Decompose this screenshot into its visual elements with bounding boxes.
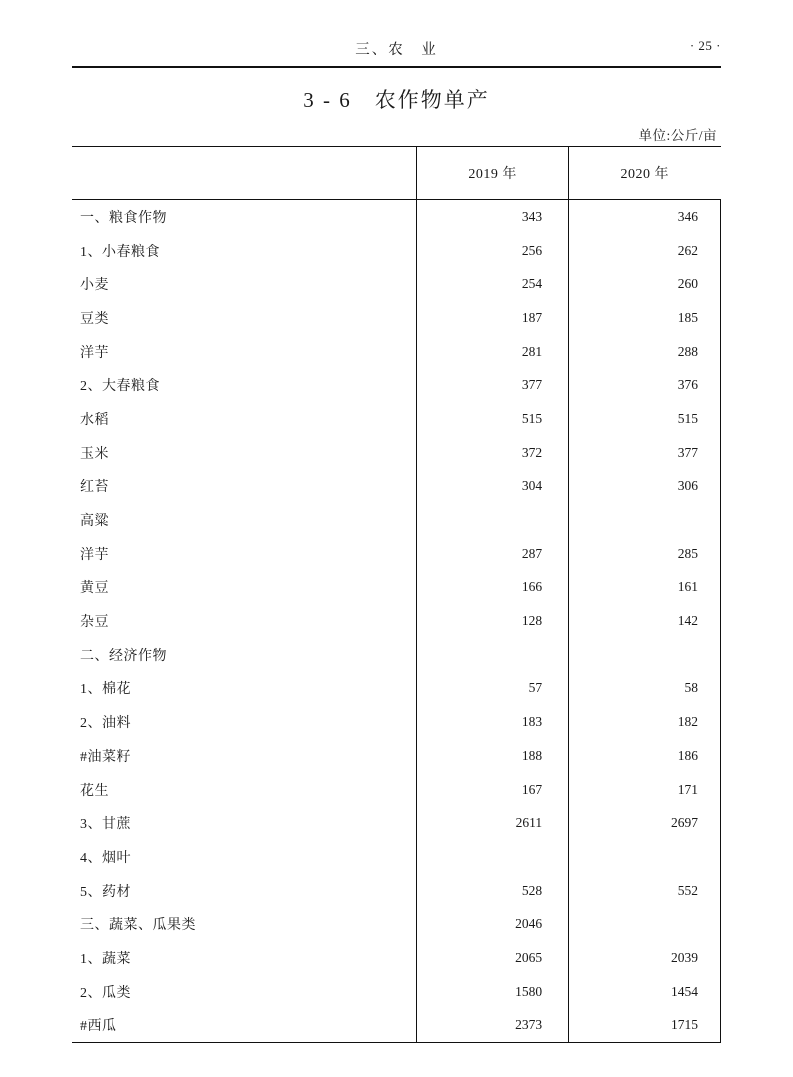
table-row	[72, 874, 721, 908]
cell-2019: 343	[417, 200, 569, 234]
running-head-chapter: 三、农 业	[355, 42, 438, 58]
cell-2019	[417, 840, 569, 874]
unit-note: 单位:公斤/亩	[638, 128, 717, 143]
cell-2020: 260	[569, 267, 721, 301]
row-label: 黄豆	[72, 571, 417, 605]
row-label: 3、甘蔗	[72, 806, 417, 840]
table-row	[72, 571, 721, 605]
table-row	[72, 267, 721, 301]
cell-2020	[569, 503, 721, 537]
table-row	[72, 840, 721, 874]
crop-yield-table	[72, 146, 721, 1043]
cell-2020: 262	[569, 234, 721, 268]
cell-2020: 142	[569, 604, 721, 638]
cell-2020: 185	[569, 301, 721, 335]
row-label: 高粱	[72, 503, 417, 537]
cell-2019: 187	[417, 301, 569, 335]
cell-2019: 256	[417, 234, 569, 268]
cell-2019: 287	[417, 537, 569, 571]
table-head	[72, 147, 721, 200]
page-number: · 25 ·	[689, 38, 721, 53]
cell-2020: 161	[569, 571, 721, 605]
row-label: 2、油料	[72, 705, 417, 739]
cell-2019: 188	[417, 739, 569, 773]
cell-2020: 376	[569, 368, 721, 402]
row-label: 洋芋	[72, 335, 417, 369]
table-row	[72, 773, 721, 807]
cell-2019: 128	[417, 604, 569, 638]
cell-2020: 182	[569, 705, 721, 739]
cell-2019: 183	[417, 705, 569, 739]
table-row	[72, 907, 721, 941]
row-label: 2、瓜类	[72, 975, 417, 1009]
cell-2019: 2611	[417, 806, 569, 840]
row-label: 1、棉花	[72, 672, 417, 706]
row-label: 豆类	[72, 301, 417, 335]
row-label: 三、蔬菜、瓜果类	[72, 907, 417, 941]
cell-2020: 1454	[569, 975, 721, 1009]
table-row	[72, 335, 721, 369]
cell-2019: 515	[417, 402, 569, 436]
cell-2020: 552	[569, 874, 721, 908]
table-row	[72, 470, 721, 504]
row-label: #油菜籽	[72, 739, 417, 773]
cell-2019: 166	[417, 571, 569, 605]
row-label: 红苔	[72, 470, 417, 504]
cell-2019: 372	[417, 436, 569, 470]
cell-2019: 254	[417, 267, 569, 301]
table-row	[72, 604, 721, 638]
cell-2020: 377	[569, 436, 721, 470]
table-row	[72, 941, 721, 975]
table-row	[72, 1009, 721, 1043]
table-row	[72, 806, 721, 840]
table-row	[72, 739, 721, 773]
cell-2019: 57	[417, 672, 569, 706]
cell-2019: 167	[417, 773, 569, 807]
cell-2019: 2373	[417, 1009, 569, 1043]
running-head	[72, 38, 721, 62]
cell-2020: 288	[569, 335, 721, 369]
row-label: 1、小春粮食	[72, 234, 417, 268]
cell-2020: 1715	[569, 1009, 721, 1043]
row-label: 花生	[72, 773, 417, 807]
row-label: 杂豆	[72, 604, 417, 638]
column-header-2019: 2019 年	[417, 147, 569, 200]
cell-2019	[417, 503, 569, 537]
table-row	[72, 368, 721, 402]
cell-2019: 1580	[417, 975, 569, 1009]
column-header-2020: 2020 年	[569, 147, 721, 200]
row-label: 玉米	[72, 436, 417, 470]
cell-2019: 2065	[417, 941, 569, 975]
table-row	[72, 436, 721, 470]
cell-2020	[569, 907, 721, 941]
running-head-center	[72, 38, 721, 59]
row-label: 洋芋	[72, 537, 417, 571]
row-label: 4、烟叶	[72, 840, 417, 874]
column-header-item	[72, 147, 417, 200]
table-row	[72, 503, 721, 537]
cell-2019: 304	[417, 470, 569, 504]
table-row	[72, 705, 721, 739]
row-label: 水稻	[72, 402, 417, 436]
row-label: #西瓜	[72, 1009, 417, 1043]
cell-2020: 2039	[569, 941, 721, 975]
cell-2020: 306	[569, 470, 721, 504]
cell-2020: 515	[569, 402, 721, 436]
page-title: 3 - 6 农作物单产	[303, 88, 490, 112]
row-label: 一、粮食作物	[72, 200, 417, 234]
table-body	[72, 200, 721, 1043]
cell-2019: 2046	[417, 907, 569, 941]
cell-2020: 58	[569, 672, 721, 706]
cell-2020: 2697	[569, 806, 721, 840]
header-rule	[72, 66, 721, 68]
cell-2019: 528	[417, 874, 569, 908]
cell-2019: 281	[417, 335, 569, 369]
table-row	[72, 537, 721, 571]
table-row	[72, 402, 721, 436]
cell-2020: 346	[569, 200, 721, 234]
table-header-row	[72, 147, 721, 200]
cell-2020	[569, 840, 721, 874]
cell-2019: 377	[417, 368, 569, 402]
row-label: 2、大春粮食	[72, 368, 417, 402]
cell-2020	[569, 638, 721, 672]
table-row	[72, 200, 721, 234]
row-label: 二、经济作物	[72, 638, 417, 672]
row-label: 小麦	[72, 267, 417, 301]
cell-2020: 171	[569, 773, 721, 807]
cell-2020: 186	[569, 739, 721, 773]
table-row	[72, 234, 721, 268]
table-row	[72, 638, 721, 672]
table-row	[72, 975, 721, 1009]
row-label: 5、药材	[72, 874, 417, 908]
cell-2020: 285	[569, 537, 721, 571]
row-label: 1、蔬菜	[72, 941, 417, 975]
table-row	[72, 301, 721, 335]
table-row	[72, 672, 721, 706]
cell-2019	[417, 638, 569, 672]
